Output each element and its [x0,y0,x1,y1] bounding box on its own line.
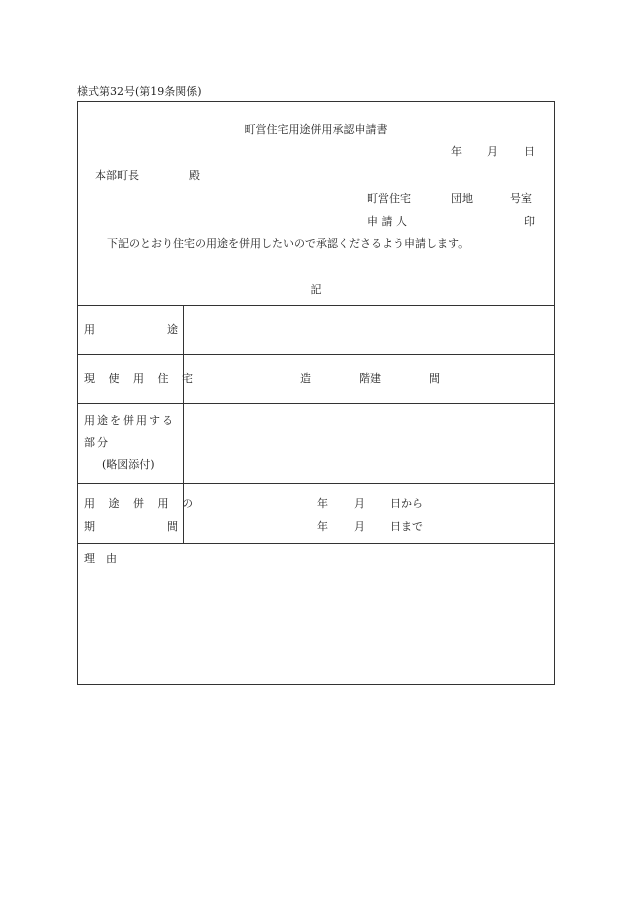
form-number: 様式第32号(第19条関係) [77,85,202,98]
date-year-label: 年 [451,145,462,158]
period-label-line2-left: 期 [84,520,95,533]
structure-label: 造 [300,372,311,385]
period-from-year: 年 [317,497,328,510]
row-divider [78,483,554,484]
row-divider [78,354,554,355]
period-to-year: 年 [317,520,328,533]
form-title: 町営住宅用途併用承認申請書 [244,123,388,136]
row-divider [78,543,554,544]
period-from-day: 日から [390,497,423,510]
shared-part-field[interactable] [186,406,551,481]
addressee-name: 本部町長 [95,169,139,182]
period-label-line1: 用 途 併 用 の [84,497,198,510]
usage-field[interactable] [186,308,551,352]
request-text: 下記のとおり住宅の用途を併用したいので承認くださるよう申請します。 [107,237,470,250]
housing-label: 町営住宅 [367,192,411,205]
usage-label-right: 途 [167,323,178,336]
usage-label-left: 用 [84,323,95,336]
period-to-day: 日まで [390,520,423,533]
application-form [77,101,555,685]
current-housing-label: 現 使 用 住 宅 [84,372,198,385]
room-label: 号室 [510,192,532,205]
floors-label: 階建 [359,372,381,385]
shared-part-label-line1: 用途を併用する [84,414,175,427]
complex-label: 団地 [451,192,473,205]
shared-part-label-line2: 部分 [84,436,110,449]
row-divider [78,403,554,404]
seal-label: 印 [524,215,535,228]
date-day-label: 日 [524,145,535,158]
reason-field[interactable] [84,572,549,680]
table-top-rule [78,305,554,306]
period-from-month: 月 [354,497,365,510]
shared-part-label-line3: (略図添付) [102,458,155,471]
ki-label: 記 [310,283,322,296]
date-month-label: 月 [487,145,498,158]
rooms-label: 間 [429,372,440,385]
period-label-line2-right: 間 [167,520,178,533]
applicant-label: 申 請 人 [367,215,407,228]
reason-label: 理 由 [84,552,117,565]
addressee-honorific: 殿 [189,169,200,182]
period-to-month: 月 [354,520,365,533]
